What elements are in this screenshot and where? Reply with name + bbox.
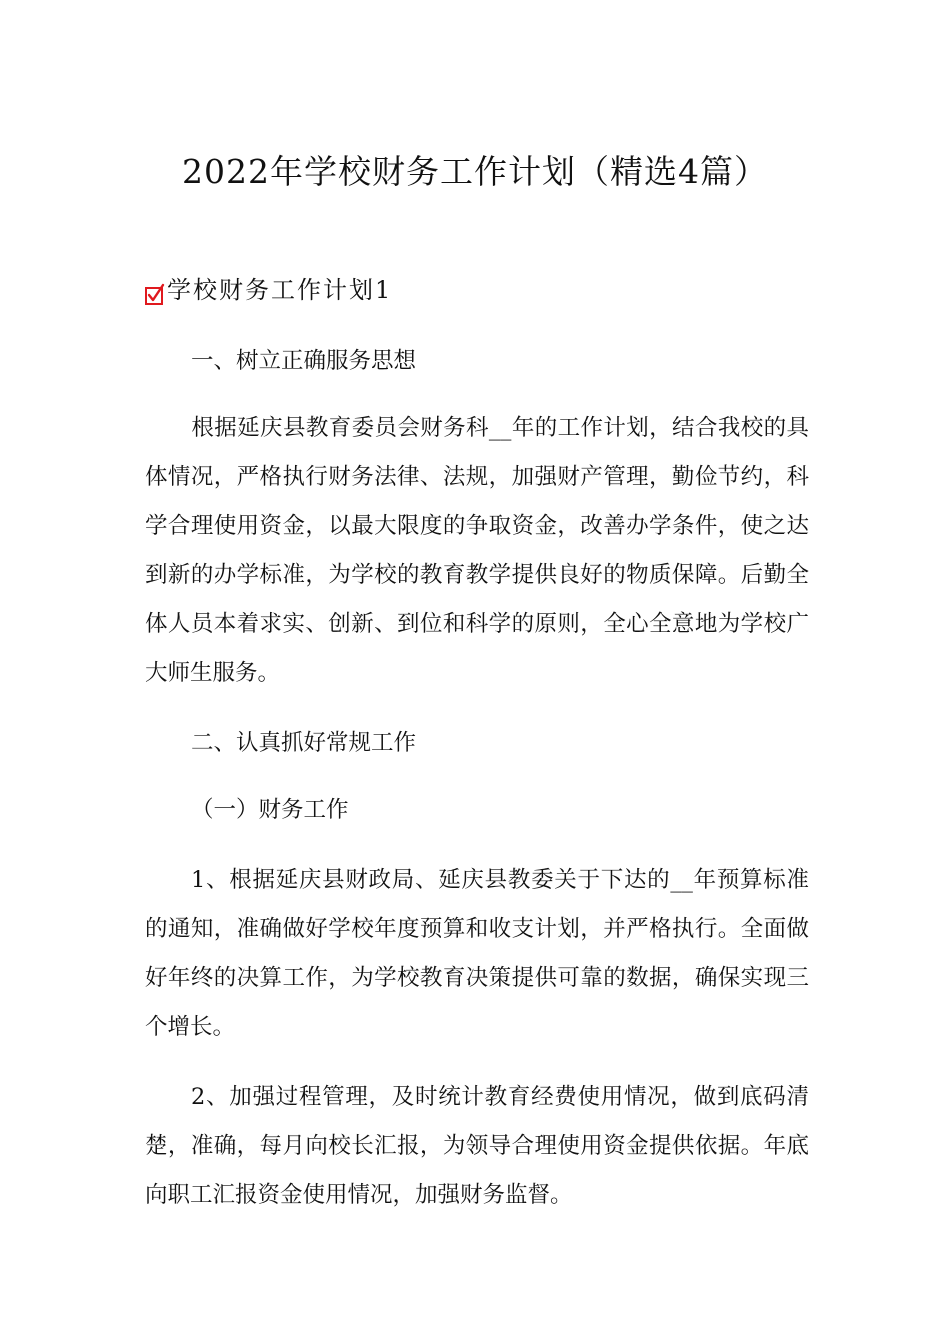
- document-title: 2022年学校财务工作计划（精选4篇）: [182, 152, 768, 191]
- section-heading: [145, 272, 392, 308]
- list-item-1: 1、根据延庆县财政局、延庆县教委关于下达的__年预算标准的通知，准确做好学校年度预算和收支计划，并严格执行。全面做好年终的决算工作，为学校教育决策提供可靠的数据，确保实现三个增长。: [145, 867, 809, 1040]
- checked-box-icon: [145, 283, 165, 305]
- heading-1: 一、树立正确服务思想: [191, 348, 417, 374]
- heading-2: 二、认真抓好常规工作: [191, 730, 417, 756]
- section-heading-text: 学校财务工作计划1: [167, 276, 393, 304]
- list-item-2: 2、加强过程管理，及时统计教育经费使用情况，做到底码清楚，准确，每月向校长汇报，为领导合理使用资金提供依据。年底向职工汇报资金使用情况，加强财务监督。: [145, 1084, 809, 1208]
- subheading-1: （一）财务工作: [191, 797, 349, 823]
- paragraph-1: 根据延庆县教育委员会财务科__年的工作计划，结合我校的具体情况，严格执行财务法律、法规，加强财产管理，勤俭节约，科学合理使用资金，以最大限度的争取资金，改善办学条件，使之达到新的办学标准，为学校的教育教学提供良好的物质保障。后勤全体人员本着求实、创新、到位和科学的原则，全心全意地为学校广大师生服务。: [145, 415, 809, 686]
